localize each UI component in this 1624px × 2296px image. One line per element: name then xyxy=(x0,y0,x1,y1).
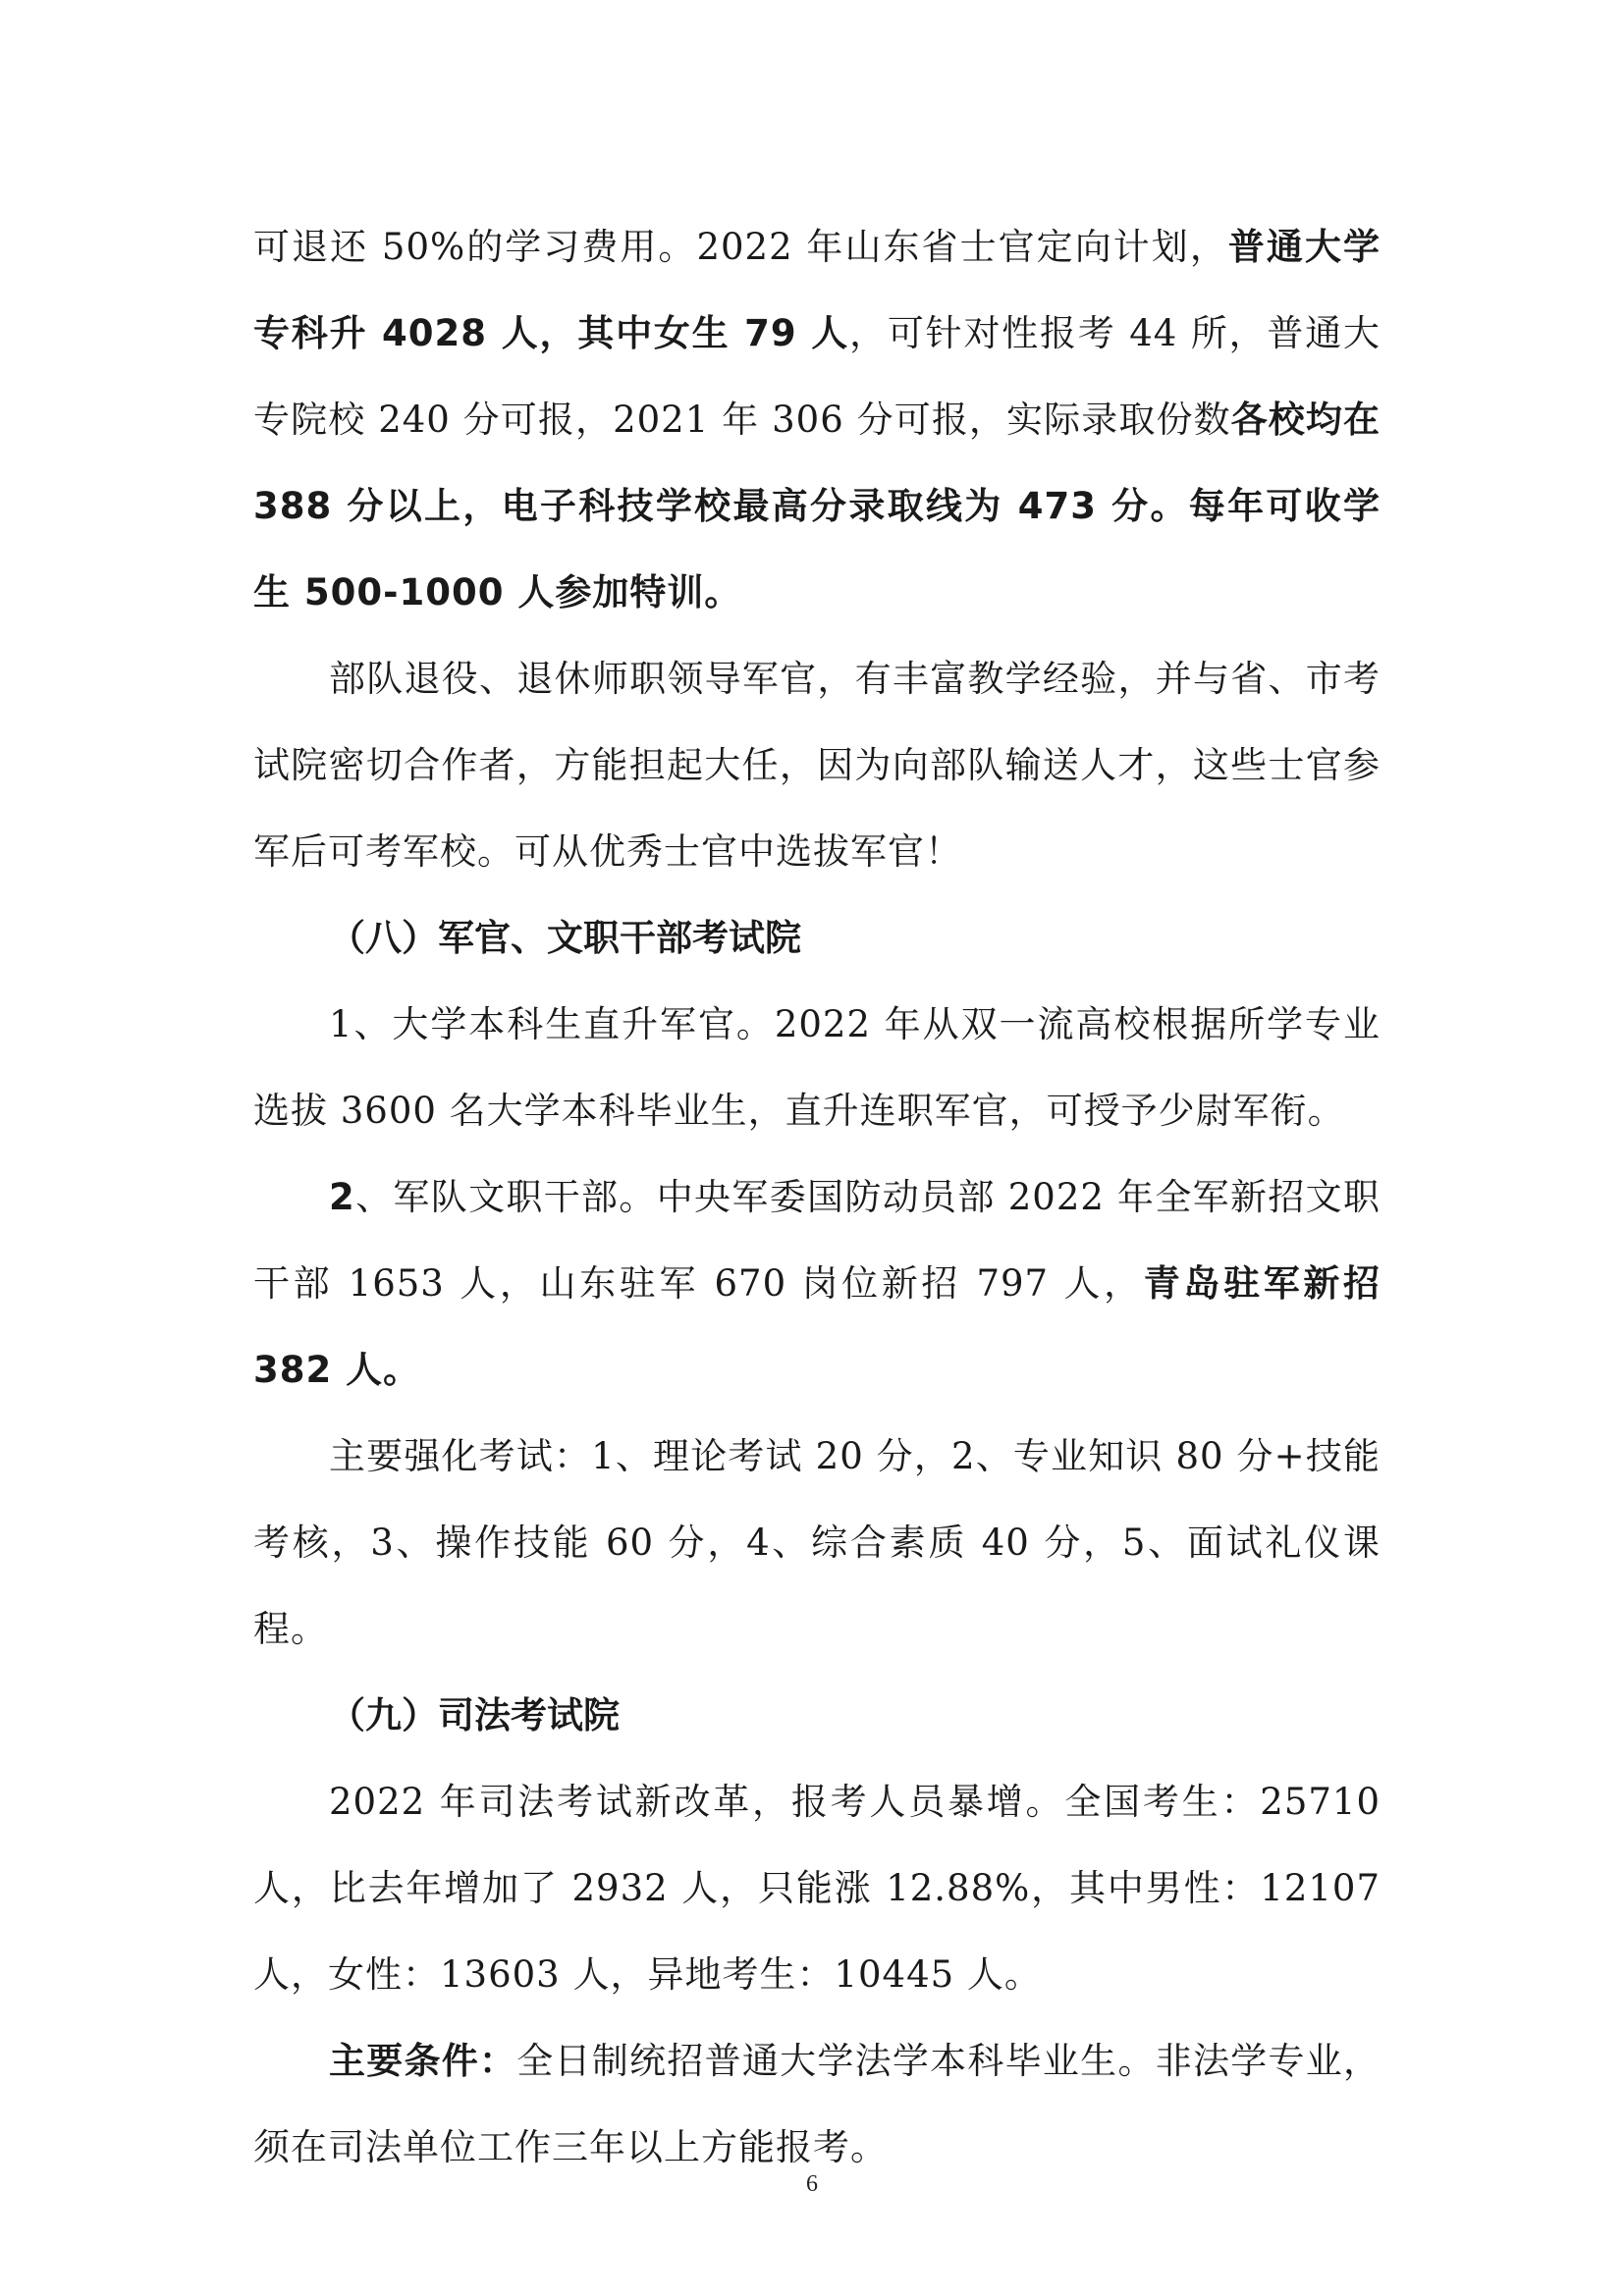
section-heading xyxy=(253,895,1380,982)
bold-text-segment: 各校均在 388 分以上，电子科技学校最高分录取线为 473 分。每年可收学生 500-1000 人参加特训。 xyxy=(253,399,1380,614)
text-segment: ，可针对性报考 44 所，普通大专院校 240 分可报，2021 年 306 分可报，实际录取份数 xyxy=(253,312,1380,441)
bold-text-segment: 主要条件： xyxy=(329,2040,517,2082)
document-body xyxy=(253,204,1380,2191)
text-segment: 全日制统招普通大学法学本科毕业生。非法学专业，须在司法单位工作三年以上方能报考。 xyxy=(253,2040,1380,2168)
bold-text-segment: （九）司法考试院 xyxy=(329,1694,620,1736)
paragraph xyxy=(253,1154,1380,1414)
bold-text-segment: 2 xyxy=(329,1176,355,1218)
text-segment: 、军队文职干部。中央军委国防动员部 2022 年全军新招文职干部 1653 人，山东驻军 670 岗位新招 797 人， xyxy=(253,1176,1380,1305)
text-segment: 部队退役、退休师职领导军官，有丰富教学经验，并与省、市考试院密切合作者，方能担起大任，因为向部队输送人才，这些士官参军后可考军校。可从优秀士官中选拔军官！ xyxy=(253,658,1380,873)
paragraph xyxy=(253,1414,1380,1673)
bold-text-segment: 普通大学专科升 4028 人，其中女生 79 人 xyxy=(253,226,1381,354)
text-segment: 主要强化考试：1、理论考试 20 分，2、专业知识 80 分+技能考核，3、操作技能 60 分，4、综合素质 40 分，5、面试礼仪课程。 xyxy=(253,1435,1380,1650)
text-segment: 2022 年司法考试新改革，报考人员暴增。全国考生：25710 人，比去年增加了 2932 人，只能涨 12.88%，其中男性：12107 人，女性：13603 人，异地考生：10445 人。 xyxy=(253,1781,1380,1996)
section-heading xyxy=(253,1673,1380,1759)
paragraph xyxy=(253,982,1380,1154)
bold-text-segment: （八）军官、文职干部考试院 xyxy=(329,917,801,959)
paragraph xyxy=(253,636,1380,895)
text-segment: 可退还 50%的学习费用。2022 年山东省士官定向计划， xyxy=(253,226,1228,268)
paragraph xyxy=(253,1759,1380,2018)
bold-text-segment: 青岛驻军新招 382 人。 xyxy=(253,1262,1380,1391)
text-segment: 1、大学本科生直升军官。2022 年从双一流高校根据所学专业选拔 3600 名大学本科毕业生，直升连职军官，可授予少尉军衔。 xyxy=(253,1003,1380,1132)
page-number: 6 xyxy=(806,2171,818,2197)
paragraph xyxy=(253,204,1380,636)
paragraph xyxy=(253,2018,1380,2191)
